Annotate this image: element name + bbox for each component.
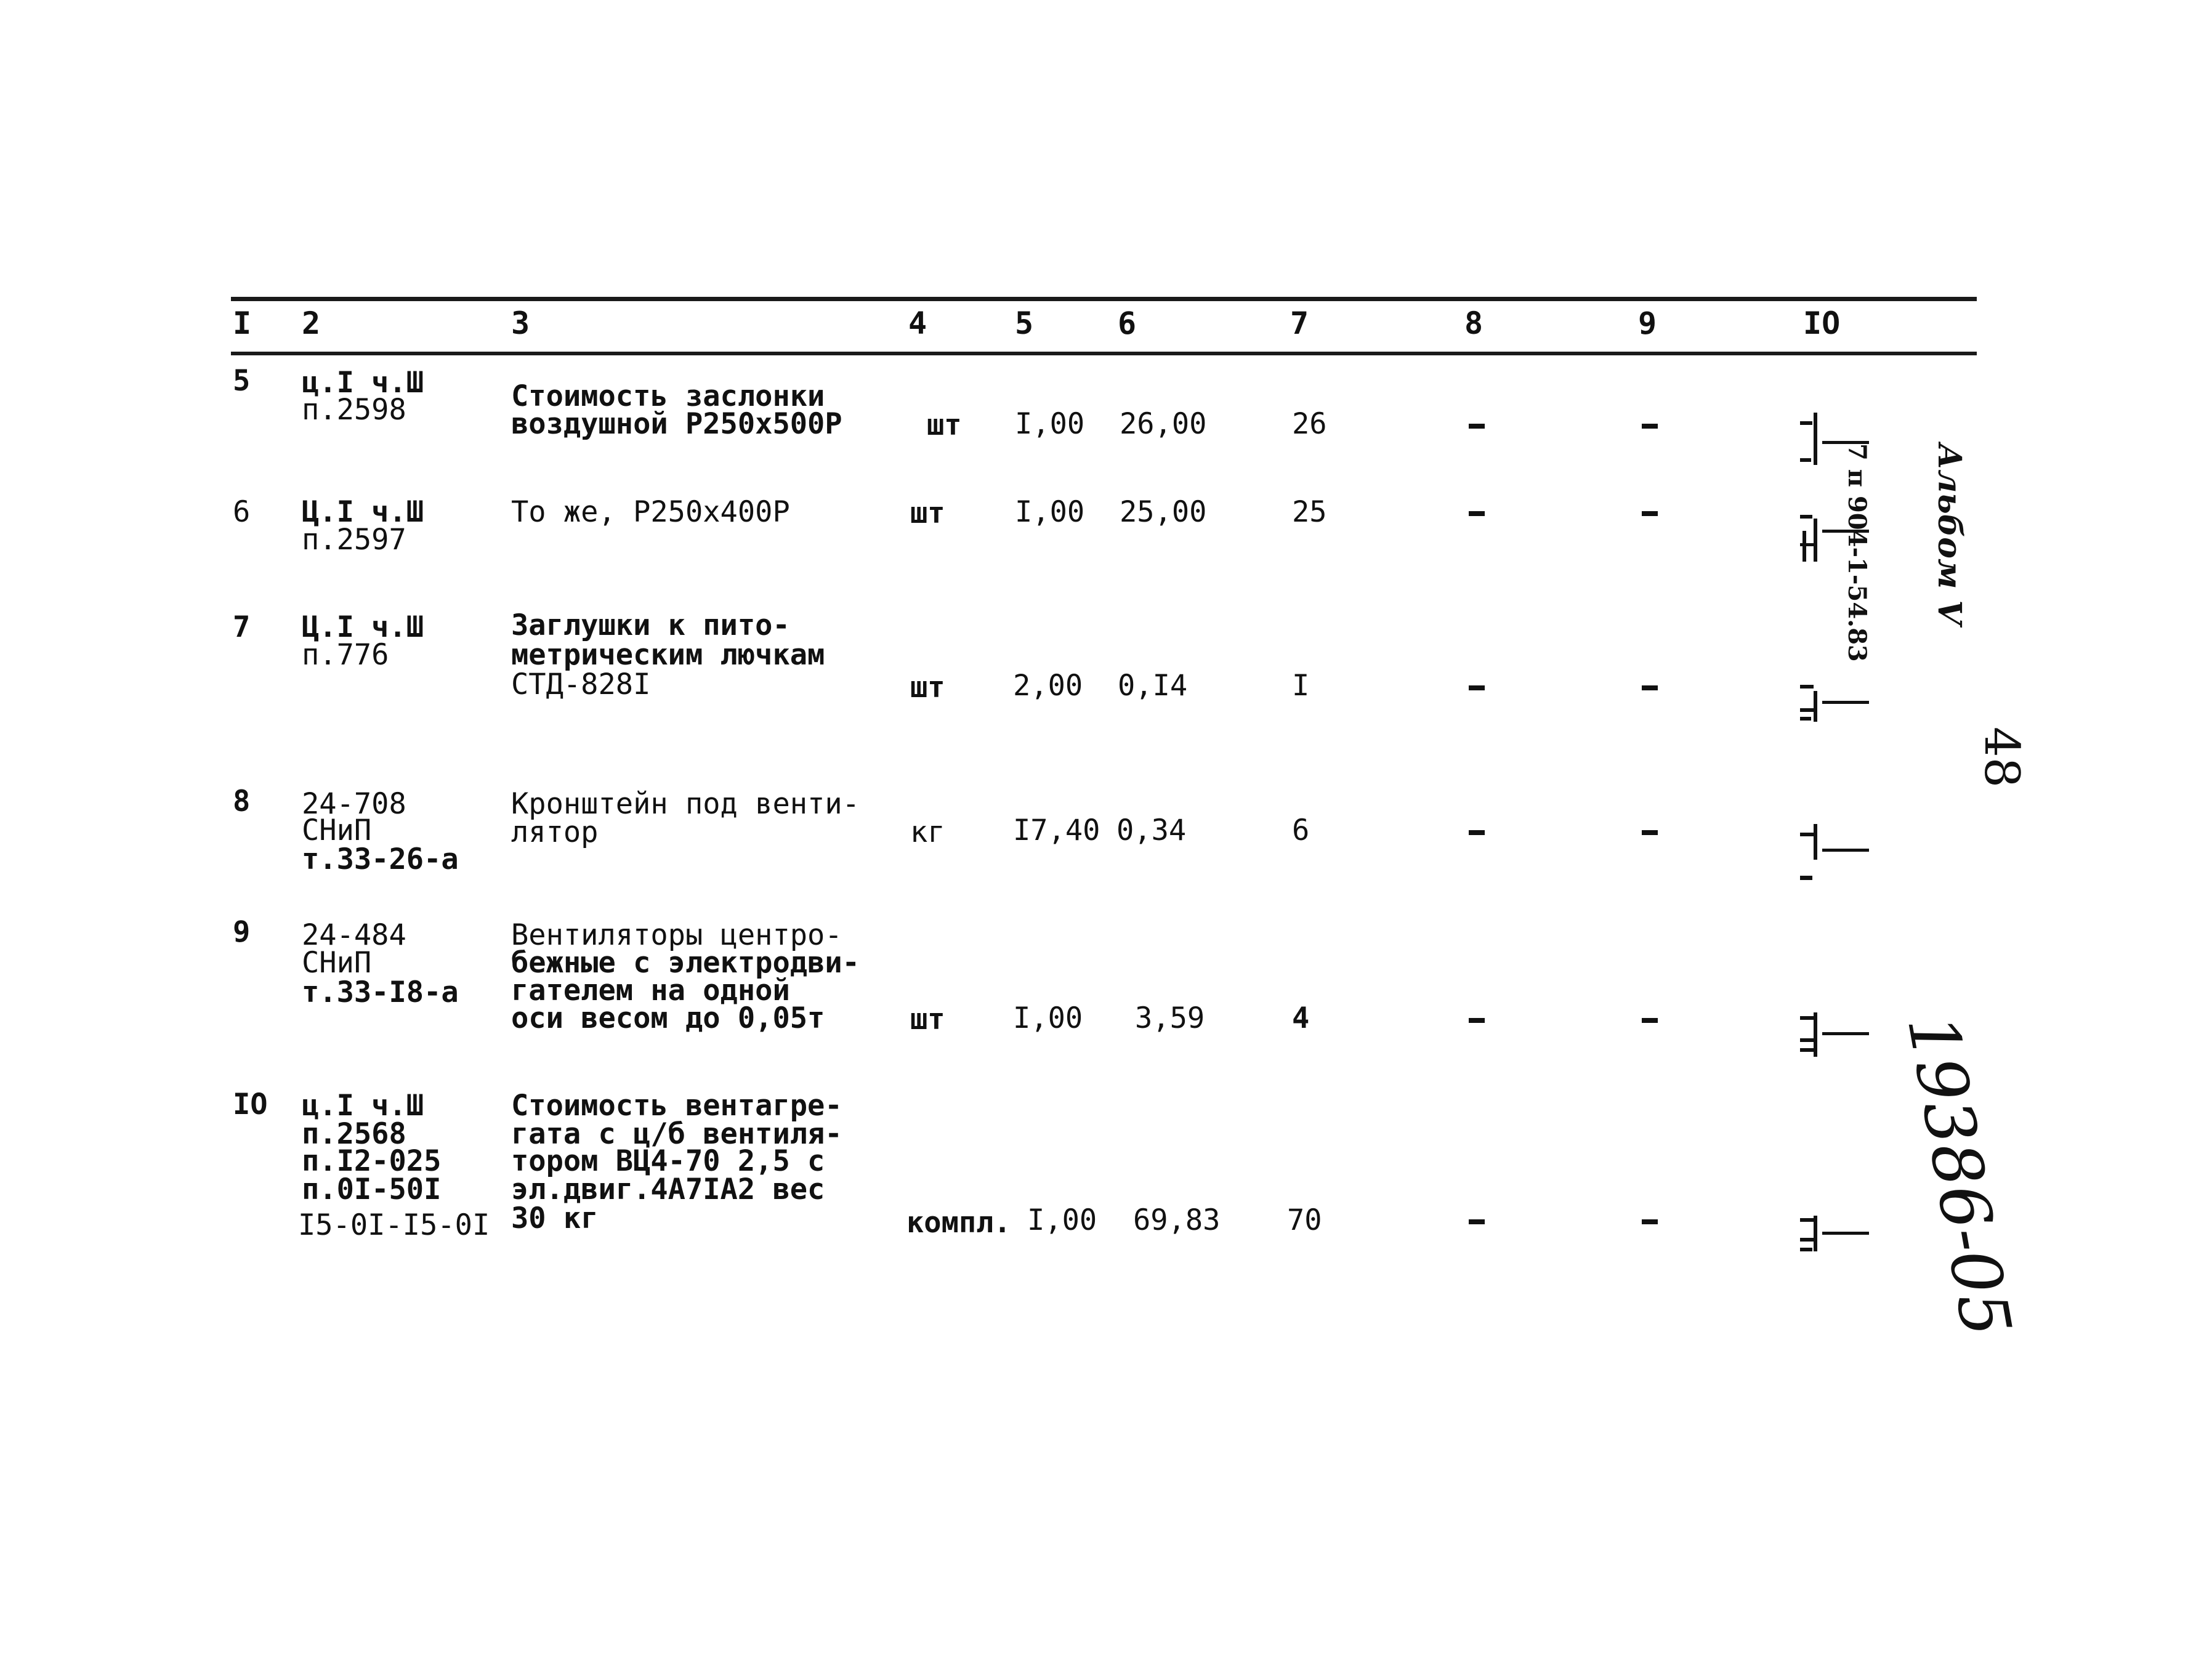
row-description-line: бежные с электродви- xyxy=(511,946,860,980)
row-total: 70 xyxy=(1287,1203,1322,1237)
row-total: 26 xyxy=(1292,407,1327,441)
row-description-line: оси весом до 0,05т xyxy=(511,1001,825,1035)
row-quantity: I,00 xyxy=(1013,1001,1083,1035)
row-description-line: гата с ц/б вентиля- xyxy=(511,1117,842,1151)
row-description-line: метрическим лючкам xyxy=(511,638,825,672)
row-description-line: Вентиляторы центро- xyxy=(511,918,842,952)
header-col-10: IO xyxy=(1803,305,1841,341)
header-col-9: 9 xyxy=(1638,305,1657,341)
row-total: 25 xyxy=(1292,495,1327,529)
handwritten-document-number: 19386-05 xyxy=(1892,1009,2027,1343)
row-col8-dash xyxy=(1469,830,1485,835)
row-unit: кг xyxy=(910,815,945,849)
album-label: Альбом V xyxy=(1931,443,1968,625)
row-unit: шт xyxy=(910,496,945,530)
row-col9-dash xyxy=(1642,1018,1658,1023)
row-description-line: Кронштейн под венти- xyxy=(511,787,860,821)
page-number: 48 xyxy=(1974,727,2029,788)
row-col9-dash xyxy=(1642,424,1658,429)
table-header-rule xyxy=(231,352,1977,355)
row-col9-dash xyxy=(1642,1219,1658,1224)
table-top-rule xyxy=(231,297,1977,301)
row-number: 5 xyxy=(233,364,251,398)
row-reference-line: п.0I-50I xyxy=(302,1173,442,1206)
row-reference-line: п.2597 xyxy=(302,523,406,557)
row-reference-line: т.33-I8-а xyxy=(302,975,459,1009)
row-col9-dash xyxy=(1642,685,1658,690)
row-number: 7 xyxy=(233,610,251,644)
row-unit-price: 25,00 xyxy=(1120,495,1207,529)
row-unit: компл. xyxy=(906,1206,1011,1240)
header-col-2: 2 xyxy=(302,305,321,341)
row-unit: шт xyxy=(910,671,945,705)
row-description-line: эл.двиг.4А7IА2 вес xyxy=(511,1173,825,1206)
row-reference-line: ц.I ч.Ш xyxy=(302,366,424,400)
row-quantity: I,00 xyxy=(1015,407,1085,441)
header-col-4: 4 xyxy=(908,305,927,341)
row-description-line: Стоимость вентагре- xyxy=(511,1089,842,1123)
row-description-line: воздушной Р250х500Р xyxy=(511,407,842,441)
album-stamp xyxy=(1843,443,2026,690)
row-reference-line: п.2598 xyxy=(302,393,406,427)
row-reference-line: Ц.I ч.Ш xyxy=(302,495,424,529)
row-unit-price: 26,00 xyxy=(1120,407,1207,441)
row-total: 6 xyxy=(1292,814,1310,847)
row-description-line: То же, Р250х400Р xyxy=(511,495,790,529)
row-col8-dash xyxy=(1469,511,1485,516)
row-reference-line: ц.I ч.Ш xyxy=(302,1089,424,1123)
row-quantity: I,00 xyxy=(1015,495,1085,529)
header-col-7: 7 xyxy=(1290,305,1309,341)
header-col-5: 5 xyxy=(1015,305,1034,341)
row-col8-dash xyxy=(1469,1018,1485,1023)
row-number: 8 xyxy=(233,785,251,818)
row-description-line: СТД-828I xyxy=(511,668,651,701)
row-description-line: Заглушки к пито- xyxy=(511,608,790,642)
row-quantity: I7,40 xyxy=(1013,814,1100,847)
row-number: 6 xyxy=(233,495,251,529)
row-description-line: Стоимость заслонки xyxy=(511,379,825,413)
row-reference-line: СНиП xyxy=(302,946,372,980)
row-reference-line: 24-708 xyxy=(302,787,406,821)
row-col8-dash xyxy=(1469,685,1485,690)
row-description-line: лятор xyxy=(511,815,599,849)
row-col10-mark xyxy=(1789,1011,1869,1060)
row-unit-price: 0,34 xyxy=(1116,814,1187,847)
row-unit-price: 69,83 xyxy=(1133,1203,1221,1237)
row-total: 4 xyxy=(1292,1001,1310,1035)
row-col8-dash xyxy=(1469,1219,1485,1224)
header-col-6: 6 xyxy=(1118,305,1137,341)
row-reference-line: 24-484 xyxy=(302,918,406,952)
row-reference-line: п.2568 xyxy=(302,1117,406,1151)
row-col8-dash xyxy=(1469,424,1485,429)
row-unit-price: 0,I4 xyxy=(1118,669,1188,703)
row-col10-mark xyxy=(1789,1214,1869,1258)
header-col-1: I xyxy=(233,305,252,341)
row-description-line: тором ВЦ4-70 2,5 с xyxy=(511,1144,825,1178)
row-reference-line: I5-0I-I5-0I xyxy=(298,1208,490,1242)
row-quantity: I,00 xyxy=(1027,1203,1097,1237)
row-reference-line: п.776 xyxy=(302,638,389,672)
row-col9-dash xyxy=(1642,830,1658,835)
project-number: 7 п 904-1-54.83 xyxy=(1843,443,1871,662)
row-number: 9 xyxy=(233,915,251,949)
row-reference-line: п.I2-025 xyxy=(302,1144,442,1178)
row-total: I xyxy=(1292,669,1310,703)
row-unit: шт xyxy=(927,408,962,442)
row-unit: шт xyxy=(910,1003,945,1036)
row-description-line: гателем на одной xyxy=(511,974,790,1008)
row-reference-line: СНиП xyxy=(302,814,372,847)
header-col-3: 3 xyxy=(511,305,530,341)
row-reference-line: Ц.I ч.Ш xyxy=(302,610,424,644)
row-number: IO xyxy=(233,1088,268,1121)
row-description-line: 30 кг xyxy=(511,1201,599,1235)
row-col9-dash xyxy=(1642,511,1658,516)
row-col10-mark xyxy=(1789,824,1869,882)
header-col-8: 8 xyxy=(1464,305,1484,341)
row-unit-price: 3,59 xyxy=(1135,1001,1205,1035)
row-quantity: 2,00 xyxy=(1013,669,1083,703)
row-reference-line: т.33-26-а xyxy=(302,842,459,876)
